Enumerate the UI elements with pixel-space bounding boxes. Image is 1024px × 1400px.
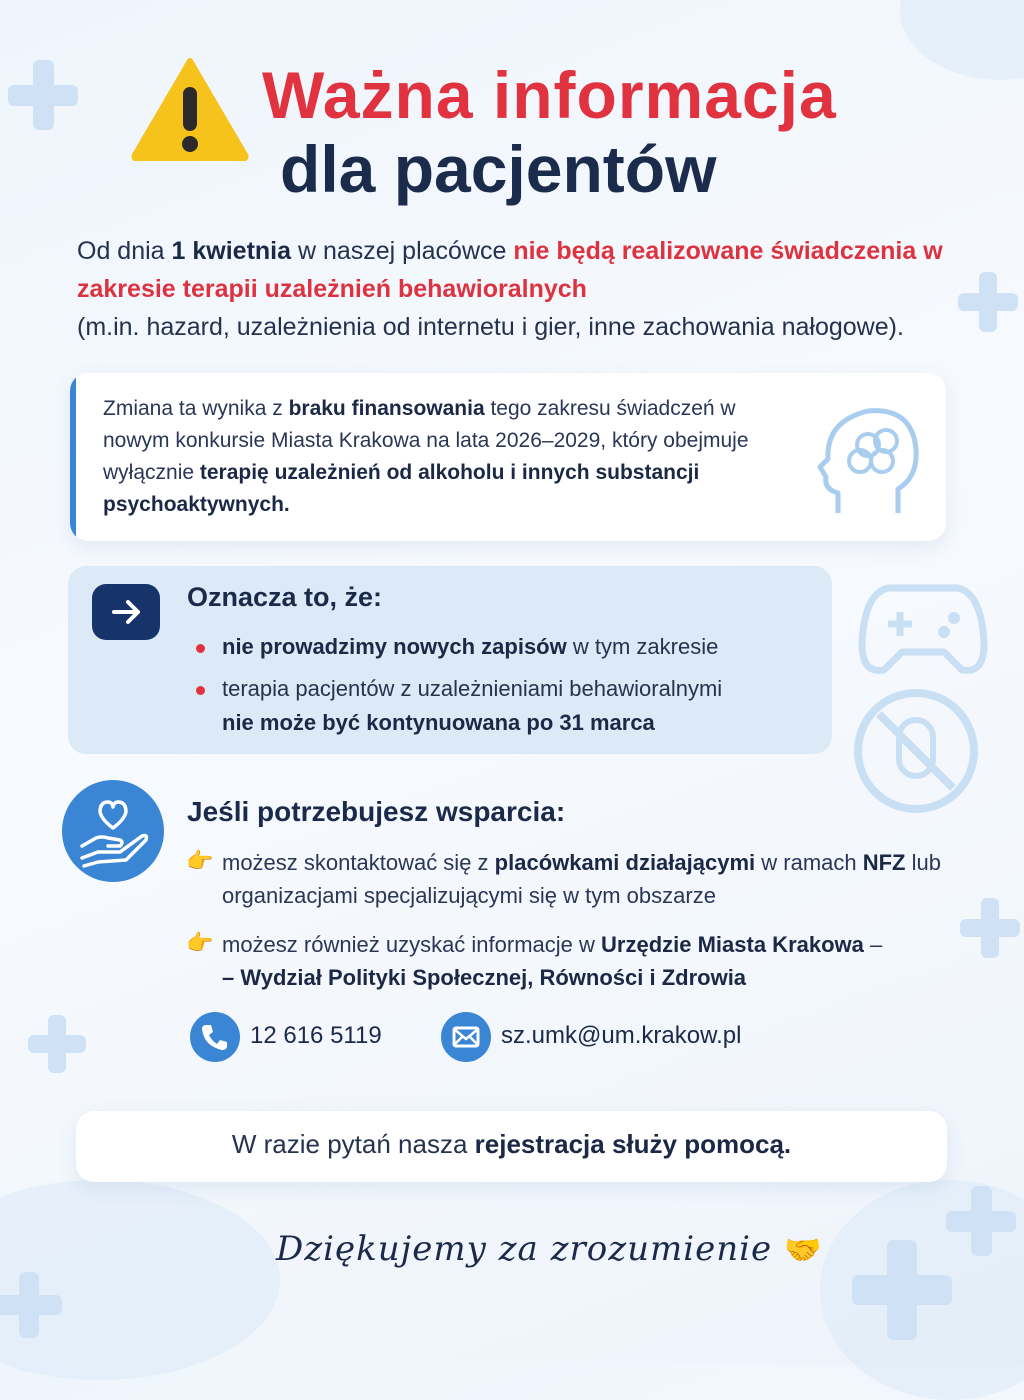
info-text: Zmiana ta wynika z <box>103 397 289 420</box>
means-item-bold: nie może być kontynuowana po 31 marca <box>222 710 655 735</box>
support-bold: – Wydział Polityki Społecznej, Równości i Zdrowia <box>222 965 747 990</box>
support-bold: NFZ <box>862 850 906 875</box>
intro-highlight: nie będą realizowane świadczenia w zakresie terapii uzależnień behawioralnych <box>77 237 943 303</box>
email-address[interactable]: sz.umk@um.krakow.pl <box>501 1022 742 1049</box>
footer-plain: W razie pytań nasza <box>231 1129 475 1159</box>
support-text: – <box>863 932 883 957</box>
info-bold: terapię uzależnień od alkoholu i innych substancji psychoaktywnych. <box>103 461 700 516</box>
gamepad-icon <box>858 574 988 684</box>
plus-decoration-icon <box>8 60 78 130</box>
heart-hand-icon <box>62 780 164 882</box>
arrow-badge <box>92 584 160 640</box>
means-heading: Oznacza to, że: <box>187 582 383 612</box>
bullet-dot <box>196 686 205 695</box>
handshake-icon: 🤝 <box>783 1233 823 1268</box>
phone-number[interactable]: 12 616 5119 <box>250 1022 382 1049</box>
means-item-bold: nie prowadzimy nowych zapisów <box>222 634 567 659</box>
info-card-text <box>103 393 803 521</box>
intro-paragraph <box>77 232 957 346</box>
support-point-2 <box>222 928 942 994</box>
info-bold: braku finansowania <box>288 397 485 420</box>
no-mouse-icon <box>851 686 981 816</box>
means-item-text: w tym zakresie <box>566 634 719 659</box>
arrow-right-icon <box>92 584 160 640</box>
support-badge <box>62 780 164 882</box>
warning-icon <box>131 57 249 161</box>
plus-decoration-icon <box>946 1186 1016 1256</box>
support-text: możesz skontaktować się z <box>222 850 495 875</box>
phone-button[interactable] <box>190 1012 240 1062</box>
support-text: lub organizacjami specjalizującymi się w tym obszarze <box>222 850 941 908</box>
plus-decoration-icon <box>28 1015 86 1073</box>
card-accent-bar <box>70 373 76 541</box>
plus-decoration-icon <box>958 272 1018 332</box>
plus-decoration-icon <box>0 1272 62 1338</box>
info-card <box>70 373 946 541</box>
thanks-message <box>276 1229 822 1269</box>
intro-date: 1 kwietnia <box>171 237 292 265</box>
means-item-1 <box>222 630 822 664</box>
plus-decoration-icon <box>960 898 1020 958</box>
plus-decoration-icon <box>852 1240 952 1340</box>
email-button[interactable] <box>441 1012 491 1062</box>
support-point-1 <box>222 846 942 912</box>
brain-head-icon <box>816 401 926 519</box>
mail-icon <box>441 1012 491 1062</box>
pointing-hand-icon: 👉 <box>186 930 214 955</box>
intro-text: w naszej placówce <box>291 237 514 265</box>
support-bold: Urzędzie Miasta Krakowa <box>601 932 864 957</box>
intro-note: (m.in. hazard, uzależnienia od internetu i gier, inne zachowania nałogowe). <box>77 313 904 341</box>
support-text: możesz również uzyskać informacje w <box>222 932 602 957</box>
pointing-hand-icon: 👉 <box>186 848 214 873</box>
info-text: tego zakresu świadczeń w nowym konkursie Miasta Krakowa na lata 2026–2029, który obejmuje wyłącznie <box>103 397 749 484</box>
bullet-dot <box>196 644 205 653</box>
thanks-text: Dziękujemy za zrozumienie <box>276 1229 773 1269</box>
support-text: w ramach <box>755 850 863 875</box>
title-line-1: Ważna informacja <box>262 58 837 132</box>
means-item-2 <box>222 672 822 740</box>
intro-text: Od dnia <box>77 237 172 265</box>
phone-icon <box>190 1012 240 1062</box>
footer-text <box>76 1129 947 1160</box>
footer-card <box>76 1111 947 1182</box>
support-bold: placówkami działającymi <box>494 850 756 875</box>
means-item-text: terapia pacjentów z uzależnieniami behawioralnymi <box>222 676 723 701</box>
means-card <box>68 566 832 754</box>
page-title <box>262 58 962 206</box>
support-heading: Jeśli potrzebujesz wsparcia: <box>187 796 566 827</box>
footer-bold: rejestracja służy pomocą. <box>474 1129 792 1159</box>
title-line-2: dla pacjentów <box>280 132 717 206</box>
